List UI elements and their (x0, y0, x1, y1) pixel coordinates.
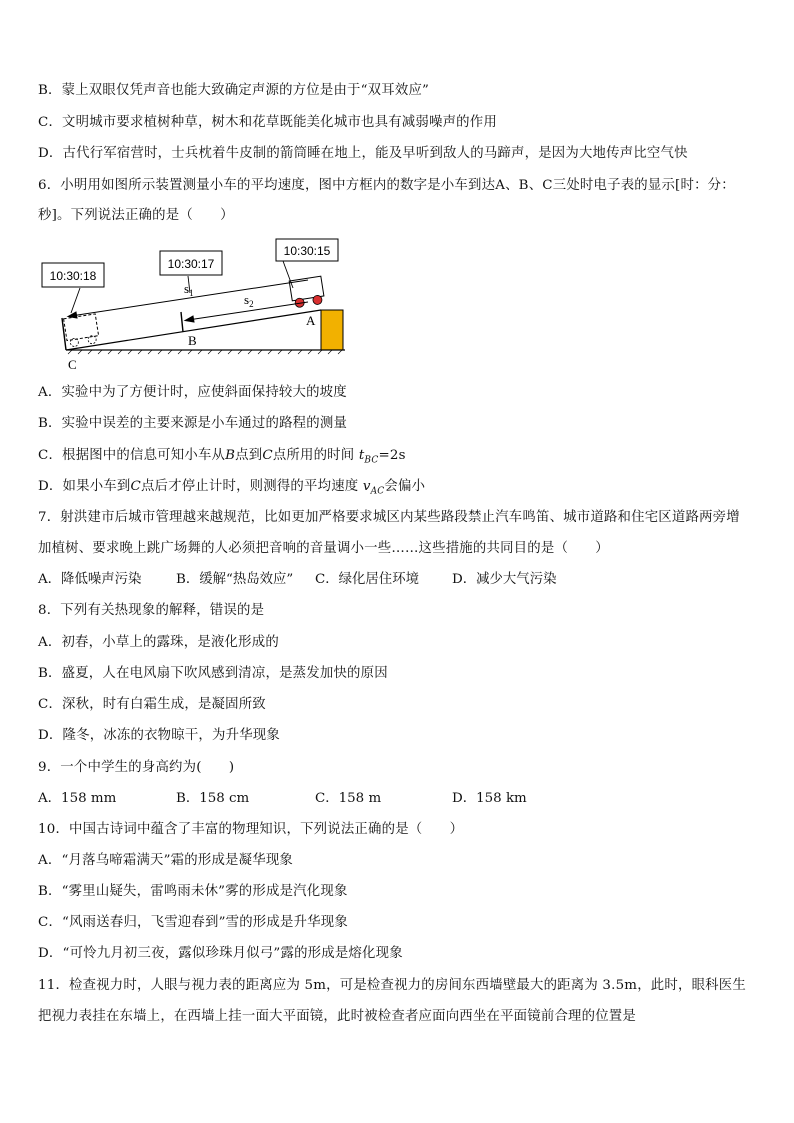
label-c: C (68, 357, 77, 372)
q10-option-b: B．“雾里山疑失，雷鸣雨未休”雾的形成是汽化现象 (38, 884, 348, 899)
q6-option-c: C．根据图中的信息可知小车从B点到C点所用的时间 $t_{BC}=2s$ (38, 448, 406, 466)
q6-stem-line2: 秒]。下列说法正确的是（ ） (38, 208, 234, 223)
q8-option-b: B．盛夏，人在电风扇下吹风感到清凉，是蒸发加快的原因 (38, 666, 388, 681)
q10-option-a: A．“月落乌啼霜满天”霜的形成是凝华现象 (38, 853, 294, 868)
q11-stem-line1: 11．检查视力时，人眼与视力表的距离应为 5m，可是检查视力的房间东西墙壁最大的距离为 3.5m，此时，眼科医生 (38, 978, 746, 993)
cart-at-a (289, 276, 325, 308)
label-b: B (188, 333, 197, 348)
q9-option-b: B．158 cm (176, 791, 250, 806)
q5-option-c: C．文明城市要求植树种草，树木和花草既能美化城市也具有减弱噪声的作用 (38, 115, 497, 130)
q10-stem: 10．中国古诗词中蕴含了丰富的物理知识，下列说法正确的是（ ） (38, 822, 464, 837)
time-a: 10:30:15 (283, 244, 331, 258)
q5-option-d: D．古代行军宿营时，士兵枕着牛皮制的箭筒睡在地上，能及早听到敌人的马蹄声，是因为大地传声比空气快 (38, 146, 688, 161)
q8-stem: 8．下列有关热现象的解释，错误的是 (38, 603, 265, 618)
q7-option-a: A．降低噪声污染 (38, 572, 142, 587)
q7-stem-line2: 加植树、要求晚上跳广场舞的人必须把音响的音量调小一些……这些措施的共同目的是（ ） (38, 541, 609, 556)
q5-option-b: B．蒙上双眼仅凭声音也能大致确定声源的方位是由于“双耳效应” (38, 83, 430, 98)
q11-stem-line2: 把视力表挂在东墙上，在西墙上挂一面大平面镜，此时被检查者应面向西坐在平面镜前合理的位置是 (38, 1009, 636, 1024)
q7-option-c: C．绿化居住环境 (315, 572, 419, 587)
b-marker (181, 312, 183, 332)
q8-option-d: D．隆冬，冰冻的衣物晾干，为升华现象 (38, 728, 280, 743)
q6-option-d: D．如果小车到C点后才停止计时，则测得的平均速度 $v_{AC}$会偏小 (38, 479, 426, 497)
q9-stem: 9．一个中学生的身高约为( ) (38, 760, 235, 775)
time-c: 10:30:18 (49, 269, 97, 283)
q9-option-c: C．158 m (315, 791, 382, 806)
incline-figure (38, 238, 358, 373)
leader-c (71, 288, 80, 313)
cart-at-c-dashed (64, 314, 100, 348)
q9-option-d: D．158 km (452, 791, 527, 806)
q8-option-c: C．深秋，时有白霜生成，是凝固所致 (38, 697, 266, 712)
q10-option-d: D．“可怜九月初三夜，露似珍珠月似弓”露的形成是熔化现象 (38, 946, 403, 961)
q6-option-a: A．实验中为了方便计时，应使斜面保持较大的坡度 (38, 385, 347, 400)
ground-hatching (68, 350, 342, 354)
q6-option-b: B．实验中误差的主要来源是小车通过的路程的测量 (38, 416, 348, 431)
end-stop (62, 318, 66, 350)
q10-option-c: C．“风雨送春归，飞雪迎春到”雪的形成是升华现象 (38, 915, 348, 930)
q7-option-b: B．缓解“热岛效应” (176, 572, 294, 587)
q6-stem-line1: 6．小明用如图所示装置测量小车的平均速度，图中方框内的数字是小车到达A、B、C三处时电子表的显示[时：分： (38, 178, 735, 193)
support-block (321, 310, 343, 350)
q8-option-a: A．初春，小草上的露珠，是液化形成的 (38, 635, 279, 650)
label-s2: $s_2$ (244, 292, 254, 309)
q9-option-a: A．158 mm (38, 791, 117, 806)
q7-option-d: D．减少大气污染 (452, 572, 557, 587)
time-b: 10:30:17 (167, 257, 215, 271)
label-s1: $s_1$ (184, 281, 194, 298)
q7-stem-line1: 7．射洪建市后城市管理越来越规范，比如更加严格要求城区内某些路段禁止汽车鸣笛、城市道路和住宅区道路两旁增 (38, 510, 740, 525)
label-a: A (306, 313, 316, 328)
